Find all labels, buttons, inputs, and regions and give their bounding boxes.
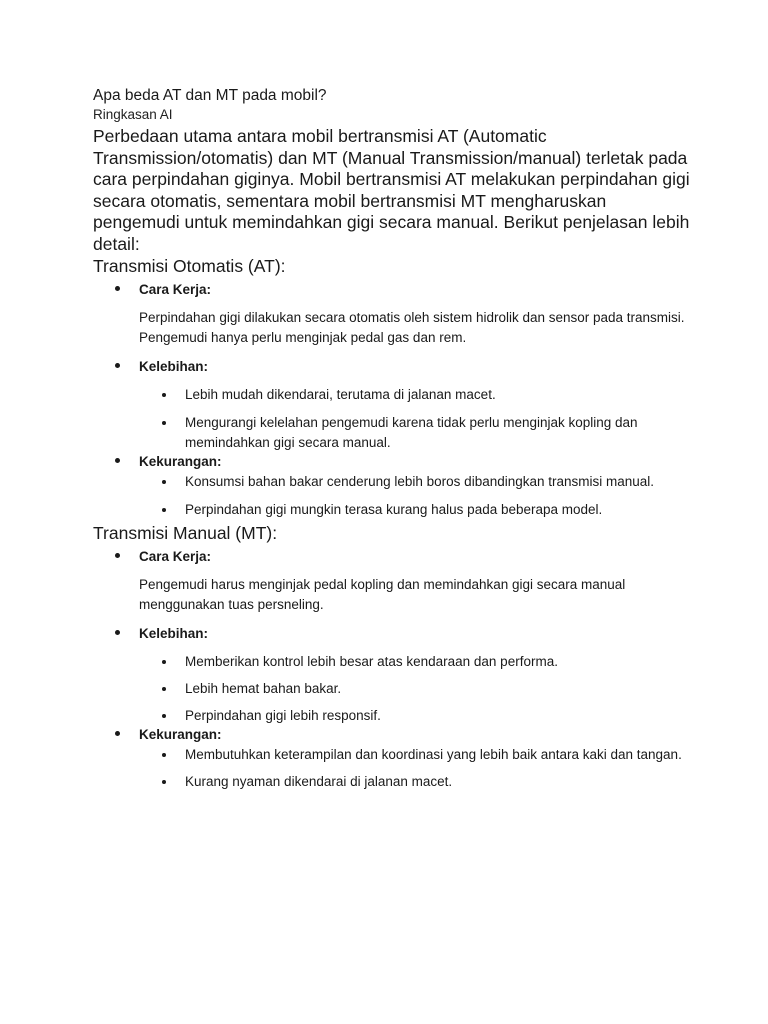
at-cara-kerja-label: Cara Kerja: [139, 282, 212, 297]
mt-kelebihan-list [139, 652, 693, 726]
at-kelebihan-label: Kelebihan: [139, 359, 209, 374]
mt-kekurangan-list [139, 745, 693, 792]
mt-kelebihan [93, 625, 693, 726]
list-item: Mengurangi kelelahan pengemudi karena tidak perlu menginjak kopling dan memindahkan gigi secara manual. [139, 413, 693, 453]
bullet-icon [162, 393, 166, 397]
mt-kekurangan [93, 726, 693, 792]
section-title-at: Transmisi Otomatis (AT): [93, 256, 286, 276]
bullet-icon [115, 553, 120, 558]
at-kekurangan-list [139, 472, 693, 520]
bullet-icon [162, 687, 166, 691]
list-item: Konsumsi bahan bakar cenderung lebih boros dibandingkan transmisi manual. [139, 472, 693, 492]
at-kelebihan-list [139, 385, 693, 453]
list-item: Memberikan kontrol lebih besar atas kendaraan dan performa. [139, 652, 693, 672]
question-heading: Apa beda AT dan MT pada mobil? [93, 87, 327, 104]
mt-kelebihan-label: Kelebihan: [139, 626, 209, 641]
at-list [93, 281, 693, 520]
at-kelebihan [93, 358, 693, 453]
mt-kekurangan-label: Kekurangan: [139, 727, 222, 742]
bullet-icon [162, 753, 166, 757]
intro-paragraph: Perbedaan utama antara mobil bertransmisi AT (Automatic Transmission/otomatis) dan MT (Manual Transmission/manual) terletak pada cara perpindahan giginya. Mobil bertransmisi AT melakukan perpindahan gigi secara otomatis, sementara mobil bertransmisi MT mengharuskan pengemudi untuk memindahkan gigi secara manual. Berikut penjelasan lebih detail: [93, 126, 690, 254]
bullet-icon [162, 480, 166, 484]
bullet-icon [162, 714, 166, 718]
document-content [93, 86, 693, 792]
bullet-icon [162, 660, 166, 664]
at-kekurangan-label: Kekurangan: [139, 454, 222, 469]
bullet-icon [115, 630, 120, 635]
bullet-icon [115, 363, 120, 368]
source-label: Ringkasan AI [93, 107, 173, 122]
mt-cara-kerja-text: Pengemudi harus menginjak pedal kopling dan memindahkan gigi secara manual menggunakan tuas persneling. [139, 577, 626, 612]
bullet-icon [115, 286, 120, 291]
list-item: Lebih mudah dikendarai, terutama di jalanan macet. [139, 385, 693, 405]
mt-cara-kerja [93, 548, 693, 615]
list-item: Perpindahan gigi mungkin terasa kurang halus pada beberapa model. [139, 500, 693, 520]
bullet-icon [162, 421, 166, 425]
mt-list [93, 548, 693, 792]
list-item: Membutuhkan keterampilan dan koordinasi yang lebih baik antara kaki dan tangan. [139, 745, 693, 765]
list-item: Kurang nyaman dikendarai di jalanan macet. [139, 772, 693, 792]
list-item: Perpindahan gigi lebih responsif. [139, 706, 693, 726]
at-kekurangan [93, 453, 693, 520]
section-title-mt: Transmisi Manual (MT): [93, 523, 278, 543]
bullet-icon [115, 458, 120, 463]
at-cara-kerja-text: Perpindahan gigi dilakukan secara otomatis oleh sistem hidrolik dan sensor pada transmisi. Pengemudi hanya perlu menginjak pedal gas dan rem. [139, 310, 685, 345]
at-cara-kerja [93, 281, 693, 348]
bullet-icon [115, 731, 120, 736]
bullet-icon [162, 508, 166, 512]
mt-cara-kerja-label: Cara Kerja: [139, 549, 212, 564]
list-item: Lebih hemat bahan bakar. [139, 679, 693, 699]
bullet-icon [162, 780, 166, 784]
